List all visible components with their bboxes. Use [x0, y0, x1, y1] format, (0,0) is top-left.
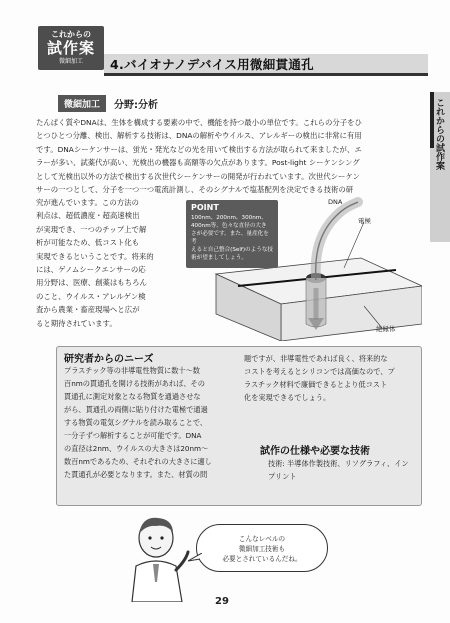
badge-line1: これからの [51, 30, 91, 39]
spec-line: 技術: 半導体作製技術、リソグラフィ、イン [268, 459, 409, 468]
label-electrode: 電極 [358, 217, 371, 225]
needs-line: 数百nmであるため、それぞれの大きさに適し [64, 457, 212, 466]
point-line: えると自己整合(Self)のような技 [191, 247, 274, 253]
researcher-eye [148, 536, 151, 539]
bubble-tail [188, 553, 202, 563]
body-paragraph [36, 116, 422, 196]
body-line: ラーが多い、試薬代が高い、光検出の機器も高額等の欠点があります。Post-light シーケンシング [36, 158, 360, 168]
col-line: が実現でき、一つのチップ上で解 [36, 224, 147, 234]
point-title: POINT [191, 203, 219, 212]
page-title: 4.バイオナノデバイス用微細貫通孔 [110, 57, 314, 72]
col-line: には、ゲノムシークエンサーの応 [36, 265, 146, 275]
needs-line: 題ですが、非導電性であれば良く、将来的な [244, 354, 388, 363]
col-line: 究が進んでいます。この方法の [36, 198, 139, 207]
category-badge [38, 26, 104, 70]
needs-line: ラスチック材料で廉価できるとより低コスト [244, 380, 388, 389]
needs-line: がら、貫通孔の両側に貼り付けた電極で通過 [64, 405, 208, 414]
col-line: ると期待されています。 [36, 318, 117, 328]
needs-line: する物質の電気シグナルを読み取ることで、 [64, 418, 208, 427]
speech-bubble [196, 524, 328, 572]
body-line: たんぱく質やDNAは、生体を構成する要素の中で、機能を持つ最小の単位です。これらの分子をひ [36, 118, 362, 127]
page-number: 29 [215, 596, 229, 607]
section-field: 分野:分析 [114, 99, 159, 111]
point-callout [186, 200, 278, 268]
col-line: 査から農業・畜産現場へと広が [36, 305, 140, 315]
bubble-line: 必要とされているんだね。 [222, 555, 302, 563]
needs-left-text [64, 364, 234, 481]
needs-line: た貫通孔が必要となります。また、材質の問 [64, 470, 208, 479]
researcher-eye [160, 536, 163, 539]
needs-line: 百nmの貫通孔を開ける技術があれば、その [64, 379, 205, 388]
col-line: 用分野は、医療、創薬はもちろん [36, 278, 147, 288]
needs-line: 化を実現できるでしょう。 [244, 393, 331, 402]
col-line: 実現できるということです。将来的 [36, 251, 154, 261]
col-line: 析が可能なため、低コスト化も [36, 238, 140, 248]
body-column [36, 196, 176, 330]
body-line: として光検出以外の方法で検出する次世代シーケンサーの開発が行われています。次世代シーケン [36, 171, 360, 181]
needs-line: 貫通孔に測定対象となる物質を通過させな [64, 392, 201, 401]
spec-title: 試作の仕様や必要な技術 [260, 446, 370, 457]
body-line: とつひとつ分離、検出、解析する技術は、DNAの解析やウイルス、アレルギーの検出に非常に有用 [36, 131, 362, 141]
point-line: 100nm、200nm、300nm、 [191, 215, 267, 221]
needs-title: 研究者からのニーズ [64, 354, 154, 365]
needs-right-text [244, 352, 416, 404]
col-line: のこと、ウイルス・アレルゲン検 [36, 291, 146, 301]
bubble-line: こんなレベルの [238, 535, 286, 543]
badge-line3: 微細加工 [58, 58, 83, 65]
body-line: サーの一つとして、分子を一つ一つ電流計測し、そのシグナルで塩基配列を決定できる技術の研 [36, 185, 354, 195]
spec-line: プリント [268, 472, 297, 481]
needs-line: 一分子ずつ解析することが可能です。DNA [64, 431, 202, 440]
section-header [58, 95, 158, 111]
researcher-illustration [122, 510, 192, 602]
label-insulator: 絶縁体 [376, 325, 396, 333]
section-label: 微細加工 [58, 95, 106, 112]
point-line: 術が望ましてしょう。 [191, 255, 247, 261]
researcher-hand [176, 552, 188, 570]
needs-line: の直径は2nm、ウイルスの大きさは20nm〜 [64, 444, 209, 453]
label-dna: DNA [328, 198, 343, 206]
side-tab-label: これからの試作案 [434, 98, 444, 170]
body-line: です。DNAシーケンサーは、蛍光・発光などの光を用いて検出する方法が取られて来ましたが、エ [36, 144, 362, 154]
needs-line: プラスチック等の非導電性物質に数十〜数 [64, 366, 200, 375]
col-line: 利点は、超低濃度・超高速検出 [36, 211, 140, 221]
point-line: さが必要です。また、量産化を考 [191, 231, 269, 245]
spec-text [268, 457, 418, 483]
needs-line: コストを考えるとシリコンでは高価なので、プ [244, 367, 395, 376]
point-line: 400nm等、色々な直径の大き [191, 223, 267, 229]
bubble-line: 微細加工技術も [238, 545, 286, 553]
badge-line2: 試作案 [46, 39, 95, 57]
